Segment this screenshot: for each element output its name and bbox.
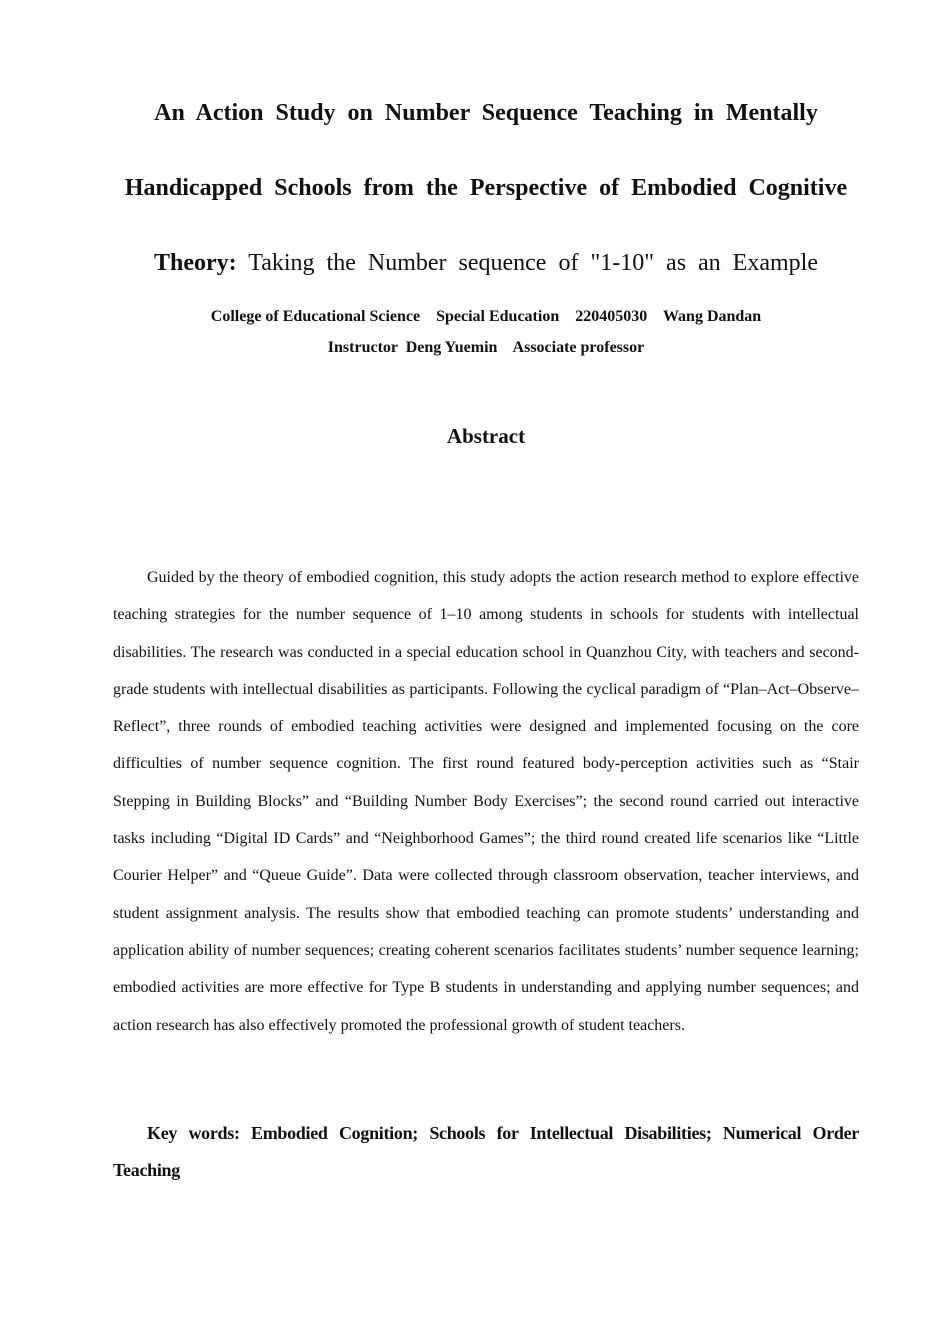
- keywords: Key words: Embodied Cognition; Schools for Intellectual Disabilities; Numerical Order Teaching: [113, 1123, 859, 1180]
- instructor-info-line: Instructor Deng Yuemin Associate professor: [327, 339, 645, 356]
- title-theory-label: Theory:: [154, 250, 237, 276]
- title-line-1: An Action Study on Number Sequence Teaching in Mentally: [154, 100, 818, 126]
- abstract-body: Guided by the theory of embodied cognition, this study adopts the action research method to explore effective teaching strategies for the number sequence of 1–10 among students in schools for students with intellectual disabilities. The research was conducted in a special education school in Quanzhou City, with teachers and second-grade students with intellectual disabilities as participants. Following the cyclical paradigm of “Plan–Act–Observe–Reflect”, three rounds of embodied teaching activities were designed and implemented focusing on the core difficulties of number sequence cognition. The first round featured body-perception activities such as “Stair Stepping in Building Blocks” and “Building Number Body Exercises”; the second round carried out interactive tasks including “Digital ID Cards” and “Neighborhood Games”; the third round created life scenarios like “Little Courier Helper” and “Queue Guide”. Data were collected through classroom observation, teacher interviews, and student assignment analysis. The results show that embodied teaching can promote students’ understanding and application ability of number sequences; creating coherent scenarios facilitates students’ number sequence learning; embodied activities are more effective for Type B students in understanding and applying number sequences; and action research has also effectively promoted the professional growth of student teachers.: [113, 569, 859, 1034]
- title-line-3: [100, 250, 872, 277]
- author-info-line: College of Educational Science Special Education 220405030 Wang Dandan: [210, 308, 762, 325]
- title-line-2: Handicapped Schools from the Perspective of Embodied Cognitive: [124, 175, 848, 201]
- title-subtitle: Taking the Number sequence of "1-10" as an Example: [236, 250, 818, 276]
- abstract-heading: Abstract: [446, 424, 526, 448]
